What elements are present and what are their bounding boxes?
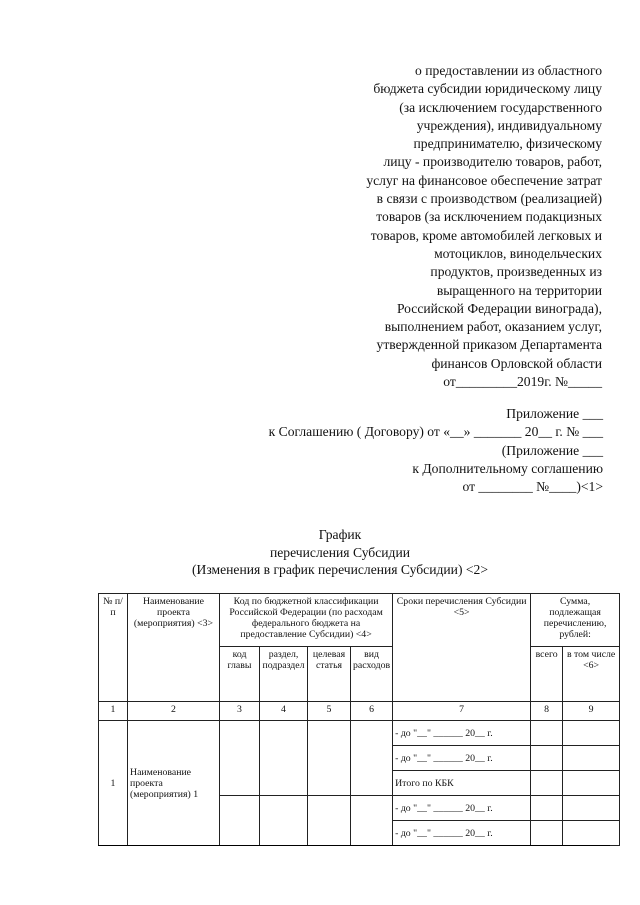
row-section [260,721,308,796]
subheader-exp-type: вид расходов [351,647,393,702]
row-kbk-total: Итого по КБК [393,771,531,796]
col-num: 6 [351,702,393,721]
header-terms: Сроки перечисления Субсидии <5> [393,594,531,702]
row-incl-3 [563,771,620,796]
row-total-1 [531,721,563,746]
row-date-4: - до "__" ______ 20__ г. [393,821,531,846]
subheader-total: всего [531,647,563,702]
row-code-head-2 [220,796,260,846]
header-line: товаров (за исключением подакцизных [376,209,602,225]
row-project-name: Наименование проекта (мероприятия) 1 [128,721,220,846]
header-line: выполнением работ, оказанием услуг, [384,319,602,335]
column-number-row [99,702,620,721]
col-num: 9 [563,702,620,721]
header-row [99,594,620,647]
row-date-1: - до "__" ______ 20__ г. [393,721,531,746]
header-line: продуктов, произведенных из [430,264,602,280]
row-num: 1 [99,721,128,846]
header-line: утвержденной приказом Департамента [376,337,602,353]
header-line: лицу - производителю товаров, работ, [383,154,602,170]
col-num: 4 [260,702,308,721]
appendix-line: от ________ №____)<1> [462,479,603,495]
col-num: 2 [128,702,220,721]
document-title [140,526,540,579]
header-line: предпринимателю, физическому [413,136,602,152]
header-line: услуг на финансовое обеспечение затрат [366,172,602,188]
page-edge-divider [98,845,610,846]
header-line: Российской Федерации винограда), [396,300,602,316]
header-kbk: Код по бюджетной классификации Российской Федерации (по расходам федерального бюджета на предоставление Субсидии) <4> [220,594,393,647]
header-line: бюджета субсидии юридическому лицу [373,81,602,97]
title-line-3: (Изменения в график перечисления Субсидии) <2> [191,562,489,577]
header-line: финансов Орловской области [431,355,602,371]
subheader-code-head: код главы [220,647,260,702]
row-incl-5 [563,821,620,846]
header-line: учреждения), индивидуальному [416,117,602,133]
row-incl-4 [563,796,620,821]
row-section-2 [260,796,308,846]
subheader-section: раздел, подраздел [260,647,308,702]
table-row [99,721,620,746]
col-num: 8 [531,702,563,721]
col-num: 1 [99,702,128,721]
row-exp-type-2 [351,796,393,846]
header-line: в связи с производством (реализацией) [376,191,602,207]
row-target [308,721,351,796]
header-num: № п/п [99,594,128,702]
header-line: о предоставлении из областного [415,63,602,78]
row-date-2: - до "__" ______ 20__ г. [393,746,531,771]
appendix-line: к Соглашению ( Договору) от «__» _______ 20__ г. № ___ [268,424,603,440]
header-name: Наименование проекта (мероприятия) <3> [128,594,220,702]
title-line-1: График [318,527,362,542]
row-total-5 [531,821,563,846]
row-date-3: - до "__" ______ 20__ г. [393,796,531,821]
row-code-head [220,721,260,796]
header-line: товаров, кроме автомобилей легковых и [370,227,602,243]
title-line-2: перечисления Субсидии [270,544,410,560]
appendix-reference [180,405,603,496]
row-incl-2 [563,746,620,771]
subheader-target: целевая статья [308,647,351,702]
row-exp-type [351,721,393,796]
header-line: мотоциклов, винодельческих [434,245,602,261]
payment-schedule-table [98,593,620,846]
appendix-line: к Дополнительному соглашению [412,460,603,476]
row-target-2 [308,796,351,846]
row-total-3 [531,771,563,796]
header-line: выращенного на территории [436,282,602,298]
col-num: 7 [393,702,531,721]
subheader-incl: в том числе <6> [563,647,620,702]
row-total-2 [531,746,563,771]
col-num: 3 [220,702,260,721]
col-num: 5 [308,702,351,721]
row-incl-1 [563,721,620,746]
row-total-4 [531,796,563,821]
appendix-line: (Приложение ___ [501,442,603,458]
header-line: от_________2019г. №_____ [443,374,602,390]
header-line: (за исключением государственного [399,99,602,115]
appendix-line: Приложение ___ [506,406,603,421]
regulation-reference [230,62,602,391]
header-sum: Сумма, подлежащая перечислению, рублей: [531,594,620,647]
